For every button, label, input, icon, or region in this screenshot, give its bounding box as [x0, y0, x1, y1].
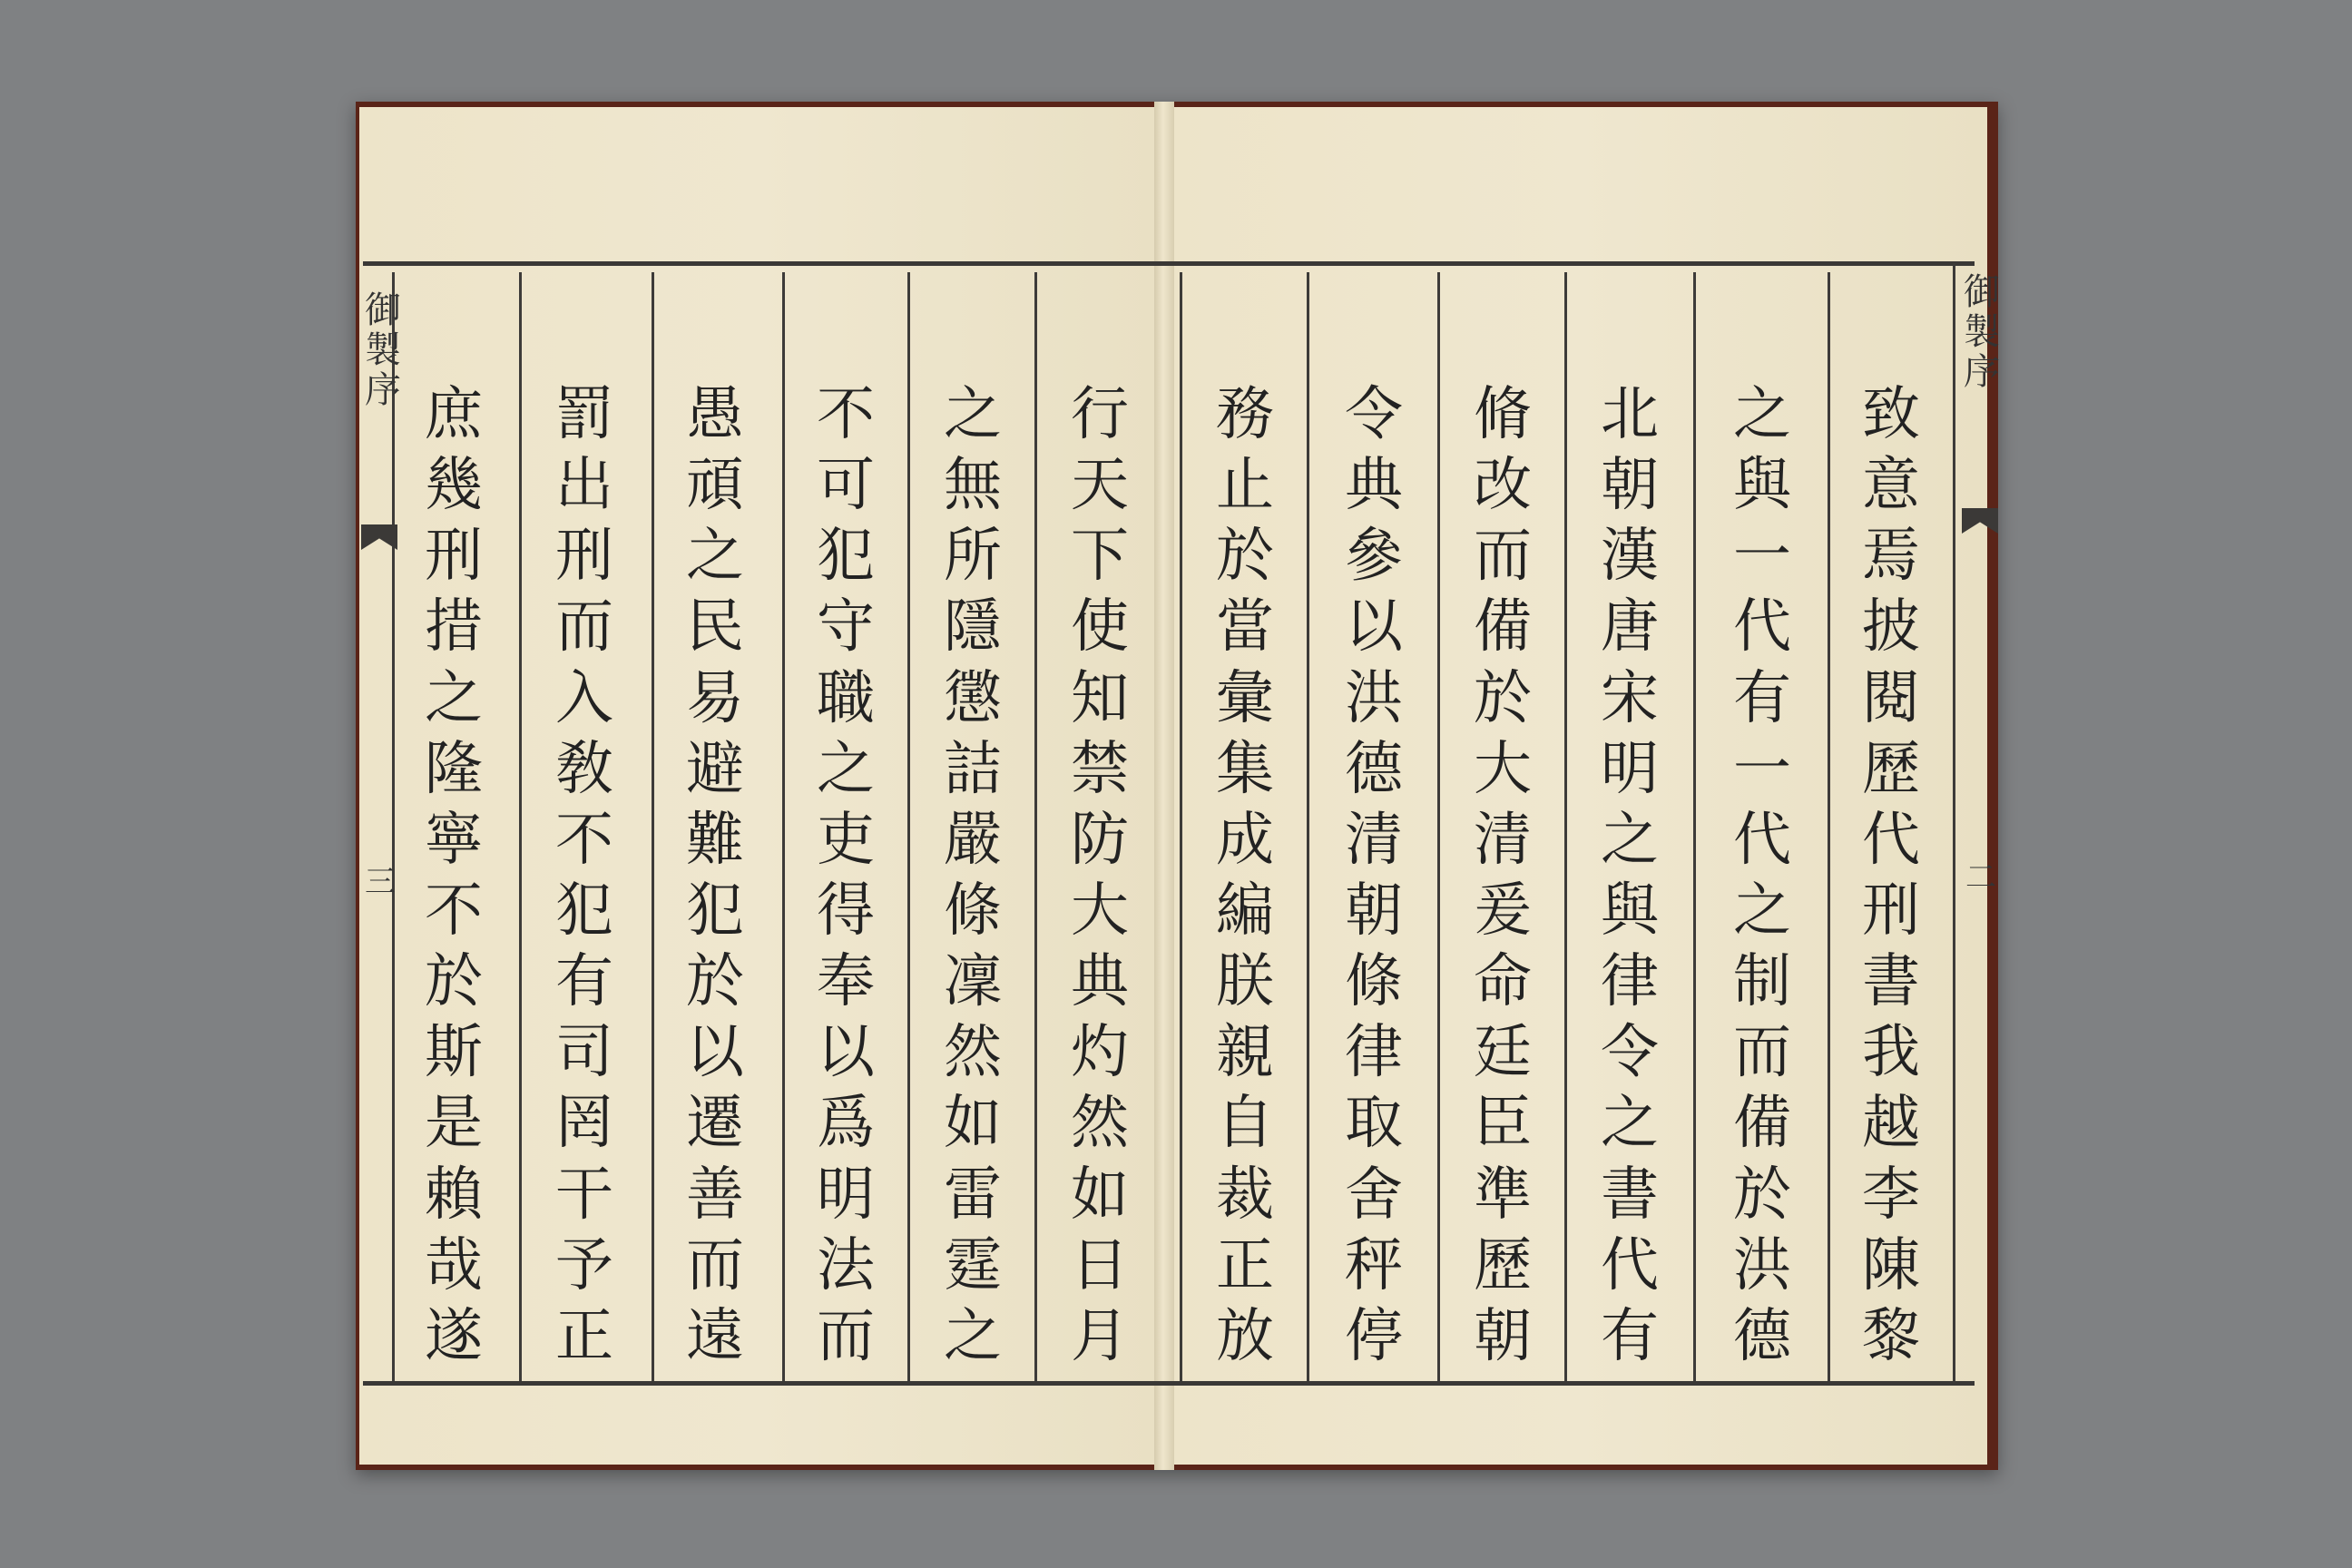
- text-character: 親: [1216, 1019, 1274, 1087]
- text-character: 如: [944, 1090, 1002, 1158]
- top-frame-line: [363, 261, 1975, 266]
- text-character: 難: [686, 806, 744, 874]
- text-character: 書: [1601, 1161, 1659, 1229]
- right-text-column-3: [1586, 381, 1673, 1370]
- left-text-column-1: [1056, 381, 1143, 1370]
- text-character: 典: [1071, 948, 1129, 1016]
- right-margin-title: 御製序: [1964, 271, 2000, 393]
- text-character: 止: [1216, 452, 1274, 520]
- text-character: 停: [1345, 1302, 1403, 1370]
- text-character: 然: [944, 1019, 1002, 1087]
- text-character: 備: [1474, 593, 1532, 662]
- text-character: 守: [817, 593, 875, 662]
- text-character: 防: [1071, 806, 1129, 874]
- text-character: 一: [1733, 735, 1791, 803]
- right-text-column-6: [1201, 381, 1289, 1370]
- text-character: 下: [1071, 523, 1129, 591]
- text-character: 司: [555, 1019, 613, 1087]
- text-character: 大: [1474, 735, 1532, 803]
- column-rule: [1034, 272, 1037, 1381]
- text-character: 彙: [1216, 664, 1274, 732]
- text-character: 律: [1345, 1019, 1403, 1087]
- text-character: 犯: [817, 523, 875, 591]
- text-character: 廷: [1474, 1019, 1532, 1087]
- text-character: 得: [817, 877, 875, 945]
- left-text-column-5: [541, 381, 628, 1370]
- text-character: 洪: [1345, 664, 1403, 732]
- column-rule: [1437, 272, 1440, 1381]
- right-page-number: 二: [1965, 859, 1996, 896]
- text-character: 予: [555, 1231, 613, 1299]
- text-character: 雷: [944, 1161, 1002, 1229]
- text-character: 與: [1601, 877, 1659, 945]
- text-character: 易: [686, 664, 744, 732]
- column-rule: [392, 272, 395, 1381]
- left-text-column-2: [929, 381, 1016, 1370]
- text-character: 奉: [817, 948, 875, 1016]
- text-character: 正: [1216, 1231, 1274, 1299]
- text-character: 干: [555, 1161, 613, 1229]
- text-character: 所: [944, 523, 1002, 591]
- text-character: 以: [1345, 593, 1403, 662]
- text-character: 頑: [686, 452, 744, 520]
- text-character: 寧: [425, 806, 483, 874]
- left-text-column-6: [410, 381, 497, 1370]
- text-character: 焉: [1862, 523, 1920, 591]
- text-character: 明: [817, 1161, 875, 1229]
- text-character: 致: [1862, 381, 1920, 448]
- text-character: 代: [1733, 593, 1791, 662]
- text-character: 於: [1474, 664, 1532, 732]
- text-character: 灼: [1071, 1019, 1129, 1087]
- text-character: 禁: [1071, 735, 1129, 803]
- text-character: 之: [944, 1302, 1002, 1370]
- text-character: 之: [1601, 1090, 1659, 1158]
- column-rule: [652, 272, 654, 1381]
- text-character: 之: [1601, 806, 1659, 874]
- text-character: 而: [555, 593, 613, 662]
- text-character: 賴: [425, 1161, 483, 1229]
- text-character: 正: [555, 1302, 613, 1370]
- right-text-column-4: [1459, 381, 1546, 1370]
- text-character: 愚: [686, 381, 744, 448]
- text-character: 宋: [1601, 664, 1659, 732]
- text-character: 之: [944, 381, 1002, 448]
- text-character: 措: [425, 593, 483, 662]
- column-rule: [1828, 272, 1830, 1381]
- text-character: 以: [686, 1019, 744, 1087]
- text-character: 懲: [944, 664, 1002, 732]
- text-character: 吏: [817, 806, 875, 874]
- text-character: 朝: [1601, 452, 1659, 520]
- text-character: 罰: [555, 381, 613, 448]
- text-character: 而: [686, 1231, 744, 1299]
- text-character: 知: [1071, 664, 1129, 732]
- text-character: 犯: [555, 877, 613, 945]
- text-character: 民: [686, 593, 744, 662]
- text-character: 脩: [1474, 381, 1532, 448]
- left-page-number: 三: [365, 864, 396, 900]
- column-rule: [519, 272, 522, 1381]
- text-character: 典: [1345, 452, 1403, 520]
- text-character: 刑: [425, 523, 483, 591]
- text-character: 朝: [1345, 877, 1403, 945]
- text-character: 北: [1601, 381, 1659, 448]
- left-text-column-3: [802, 381, 889, 1370]
- text-character: 代: [1733, 806, 1791, 874]
- text-character: 一: [1733, 523, 1791, 591]
- text-character: 條: [944, 877, 1002, 945]
- right-text-column-2: [1719, 381, 1806, 1370]
- text-character: 參: [1345, 523, 1403, 591]
- text-character: 出: [555, 452, 613, 520]
- text-character: 成: [1216, 806, 1274, 874]
- text-character: 可: [817, 452, 875, 520]
- text-character: 行: [1071, 381, 1129, 448]
- text-character: 清: [1474, 806, 1532, 874]
- text-character: 無: [944, 452, 1002, 520]
- text-character: 職: [817, 664, 875, 732]
- text-character: 令: [1601, 1019, 1659, 1087]
- text-character: 德: [1733, 1302, 1791, 1370]
- text-character: 自: [1216, 1090, 1274, 1158]
- text-character: 當: [1216, 593, 1274, 662]
- text-character: 有: [1733, 664, 1791, 732]
- text-character: 遂: [425, 1302, 483, 1370]
- text-character: 洪: [1733, 1231, 1791, 1299]
- text-character: 以: [817, 1019, 875, 1087]
- text-character: 秤: [1345, 1231, 1403, 1299]
- text-character: 大: [1071, 877, 1129, 945]
- text-character: 詰: [944, 735, 1002, 803]
- text-character: 令: [1345, 381, 1403, 448]
- text-character: 清: [1345, 806, 1403, 874]
- text-character: 代: [1601, 1231, 1659, 1299]
- text-character: 準: [1474, 1161, 1532, 1229]
- text-character: 制: [1733, 948, 1791, 1016]
- text-character: 而: [1474, 523, 1532, 591]
- text-character: 命: [1474, 948, 1532, 1016]
- column-rule: [782, 272, 785, 1381]
- text-character: 遷: [686, 1090, 744, 1158]
- text-character: 意: [1862, 452, 1920, 520]
- text-character: 幾: [425, 452, 483, 520]
- text-character: 歷: [1474, 1231, 1532, 1299]
- text-character: 於: [1216, 523, 1274, 591]
- column-rule: [1180, 272, 1182, 1381]
- text-character: 善: [686, 1161, 744, 1229]
- text-character: 臣: [1474, 1090, 1532, 1158]
- text-character: 放: [1216, 1302, 1274, 1370]
- column-rule: [907, 272, 910, 1381]
- text-character: 日: [1071, 1231, 1129, 1299]
- left-margin-title: 御製序: [365, 289, 401, 411]
- column-rule: [1307, 272, 1309, 1381]
- column-rule: [1693, 272, 1696, 1381]
- text-character: 取: [1345, 1090, 1403, 1158]
- text-character: 之: [686, 523, 744, 591]
- text-character: 律: [1601, 948, 1659, 1016]
- text-character: 嚴: [944, 806, 1002, 874]
- text-character: 法: [817, 1231, 875, 1299]
- text-character: 舍: [1345, 1161, 1403, 1229]
- text-character: 歷: [1862, 735, 1920, 803]
- text-character: 是: [425, 1090, 483, 1158]
- text-character: 李: [1862, 1161, 1920, 1229]
- text-character: 爰: [1474, 877, 1532, 945]
- text-character: 凜: [944, 948, 1002, 1016]
- text-character: 於: [425, 948, 483, 1016]
- text-character: 黎: [1862, 1302, 1920, 1370]
- column-rule: [1564, 272, 1567, 1381]
- text-character: 之: [1733, 877, 1791, 945]
- text-character: 哉: [425, 1231, 483, 1299]
- text-character: 而: [1733, 1019, 1791, 1087]
- text-character: 不: [425, 877, 483, 945]
- text-character: 之: [817, 735, 875, 803]
- text-character: 朕: [1216, 948, 1274, 1016]
- text-character: 陳: [1862, 1231, 1920, 1299]
- text-character: 如: [1071, 1161, 1129, 1229]
- column-rule: [1953, 263, 1955, 1383]
- text-character: 然: [1071, 1090, 1129, 1158]
- text-character: 月: [1071, 1302, 1129, 1370]
- text-character: 書: [1862, 948, 1920, 1016]
- right-text-column-1: [1847, 381, 1935, 1370]
- text-character: 與: [1733, 452, 1791, 520]
- text-character: 遠: [686, 1302, 744, 1370]
- text-character: 務: [1216, 381, 1274, 448]
- text-character: 敎: [555, 735, 613, 803]
- text-character: 避: [686, 735, 744, 803]
- text-character: 德: [1345, 735, 1403, 803]
- right-text-column-5: [1330, 381, 1417, 1370]
- text-character: 之: [1733, 381, 1791, 448]
- text-character: 越: [1862, 1090, 1920, 1158]
- text-character: 我: [1862, 1019, 1920, 1087]
- text-character: 斯: [425, 1019, 483, 1087]
- text-character: 不: [817, 381, 875, 448]
- text-character: 入: [555, 664, 613, 732]
- text-character: 集: [1216, 735, 1274, 803]
- text-character: 隆: [425, 735, 483, 803]
- text-character: 天: [1071, 452, 1129, 520]
- text-character: 改: [1474, 452, 1532, 520]
- left-text-column-4: [671, 381, 759, 1370]
- text-character: 罔: [555, 1090, 613, 1158]
- text-character: 披: [1862, 593, 1920, 662]
- text-character: 代: [1862, 806, 1920, 874]
- text-character: 爲: [817, 1090, 875, 1158]
- text-character: 刑: [555, 523, 613, 591]
- text-character: 有: [1601, 1302, 1659, 1370]
- text-character: 明: [1601, 735, 1659, 803]
- text-character: 閱: [1862, 664, 1920, 732]
- text-character: 霆: [944, 1231, 1002, 1299]
- text-character: 裁: [1216, 1161, 1274, 1229]
- text-character: 而: [817, 1302, 875, 1370]
- text-character: 朝: [1474, 1302, 1532, 1370]
- text-character: 有: [555, 948, 613, 1016]
- bottom-frame-line: [363, 1381, 1975, 1386]
- text-character: 庶: [425, 381, 483, 448]
- book-gutter: [1154, 102, 1174, 1470]
- text-character: 使: [1071, 593, 1129, 662]
- text-character: 於: [686, 948, 744, 1016]
- text-character: 編: [1216, 877, 1274, 945]
- text-character: 漢: [1601, 523, 1659, 591]
- text-character: 刑: [1862, 877, 1920, 945]
- text-character: 隱: [944, 593, 1002, 662]
- text-character: 條: [1345, 948, 1403, 1016]
- text-character: 唐: [1601, 593, 1659, 662]
- text-character: 備: [1733, 1090, 1791, 1158]
- text-character: 之: [425, 664, 483, 732]
- text-character: 於: [1733, 1161, 1791, 1229]
- text-character: 不: [555, 806, 613, 874]
- text-character: 犯: [686, 877, 744, 945]
